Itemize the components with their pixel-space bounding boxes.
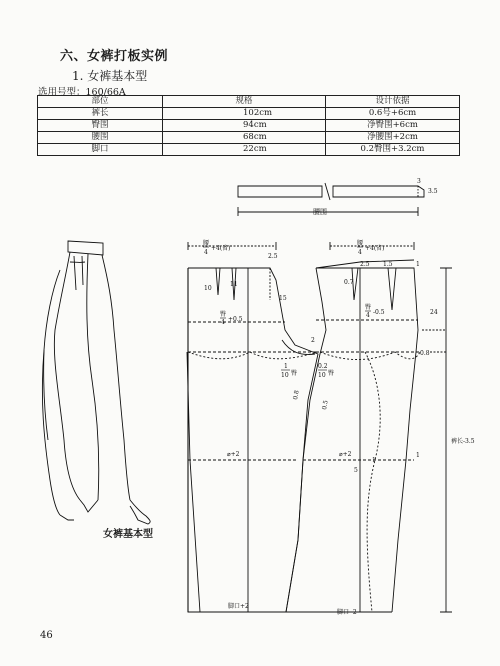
back-crotch-den: 10 [318,372,326,379]
front-hip-den: 4 [221,319,225,326]
table-cell: 0.6号+6cm [326,108,460,120]
front-crotch-num: 1 [284,363,288,370]
back-trouser-pattern [286,242,452,612]
front-15: 15 [279,295,287,302]
pants-length: 裤长-3.5 [451,438,475,445]
back-0-5: 0.5 [321,399,330,411]
back-hem: 脚口 -2 [337,609,357,616]
back-waist-extra: +4(省) [365,245,385,252]
back-5: 5 [354,467,358,474]
table-cell: 腰围 [38,132,163,144]
back-1-knee: 1 [416,452,420,459]
front-hip-extra: +0.5 [228,316,243,323]
waistband-label: 腰围 [313,208,327,216]
subsection-title: 1. 女裤基本型 [72,69,148,83]
waistband-width-label: 3 [417,178,421,185]
waistband-pattern [238,183,424,216]
back-1-5: 1.5 [383,261,393,268]
front-trouser-pattern [187,242,318,612]
table-header: 设计依据 [326,96,460,108]
back-1-mid: 1 [372,457,376,464]
table-cell: 脚口 [38,144,163,156]
back-hip-den: 4 [366,312,370,319]
back-waist-den: 4 [358,249,362,256]
front-knee: ⌀+2 [227,451,240,458]
back-1-top: 1 [416,261,420,268]
back-waist-num: 腰 [357,240,364,247]
table-cell: 22cm [163,144,326,156]
front-crotch-word: 臀 [291,370,298,377]
front-dart-11: 11 [230,281,238,288]
back-crotch-word: 臀 [328,370,335,377]
table-cell: 净臀围+6cm [326,120,460,132]
table-cell: 0.2臀围+3.2cm [326,144,460,156]
back-0-8: 0.8 [420,350,430,357]
back-hip-num: 臀 [365,304,372,311]
table-header: 规格 [163,96,326,108]
front-hem: 脚口+2 [228,603,249,610]
front-dart-10: 10 [204,285,212,292]
front-waist-den: 4 [204,249,208,256]
back-hip-extra: -0.5 [373,309,385,316]
trouser-figure-illustration [42,241,150,524]
front-0-8: 0.8 [292,389,301,401]
front-waist-extra: +4(省) [211,245,231,252]
table-cell: 68cm [163,132,326,144]
size-note: 选用号型：160/66A [38,87,126,98]
section-title: 六、女裤打板实例 [60,49,169,64]
front-crotch-den: 10 [281,372,289,379]
back-2-5: 2.5 [360,261,370,268]
front-2: 2 [311,337,315,344]
table-cell: 臀围 [38,120,163,132]
table-cell: 裤长 [38,108,163,120]
table-cell: 净腰围+2cm [326,132,460,144]
back-knee: ⌀+2 [339,451,352,458]
table-cell: 102cm [163,108,326,120]
back-0-7: 0.7 [344,279,354,286]
waistband-ext-label: 3.5 [428,188,438,195]
back-24: 24 [430,309,438,316]
table-header: 部位 [38,96,163,108]
table-cell: 94cm [163,120,326,132]
front-2-5: 2.5 [268,253,278,260]
front-hip-num: 臀 [220,311,227,318]
front-waist-num: 腰 [203,240,210,247]
figure-caption: 女裤基本型 [103,529,153,540]
back-crotch-num: 0.2 [318,363,328,370]
page-number: 46 [40,630,53,641]
